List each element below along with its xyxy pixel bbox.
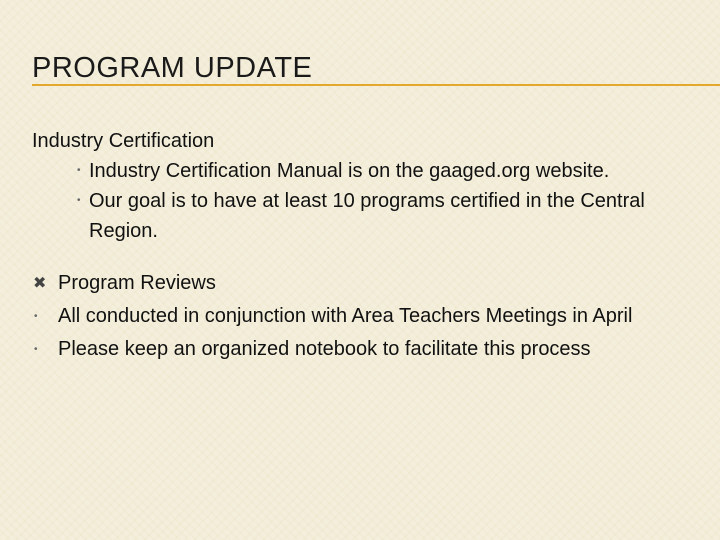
main-bullet-text: Please keep an organized notebook to facilitate this process — [58, 338, 591, 360]
sub-bullet-text: Industry Certification Manual is on the gaaged.org website. — [89, 160, 610, 182]
sub-bullet-item — [77, 156, 702, 186]
main-bullet-item — [33, 270, 702, 297]
title-underline — [32, 84, 720, 86]
section-heading: Industry Certification — [32, 130, 215, 152]
dot-icon: • — [77, 195, 81, 206]
dot-icon: • — [34, 344, 38, 355]
sub-bullet-text: Our goal is to have at least 10 programs certified in the Central Region. — [89, 190, 645, 242]
main-bullet-text: Program Reviews — [58, 272, 216, 294]
sub-bullet-item — [77, 186, 702, 246]
slide-title: PROGRAM UPDATE — [32, 52, 313, 84]
x-mark-icon: ✖ — [33, 275, 47, 292]
dot-icon: • — [34, 311, 38, 322]
main-bullet-text: All conducted in conjunction with Area Teachers Meetings in April — [58, 305, 633, 327]
dot-icon: • — [77, 165, 81, 176]
main-bullet-item — [34, 336, 702, 363]
main-bullet-list — [32, 270, 702, 363]
slide-content — [32, 126, 702, 369]
sub-bullet-list — [32, 156, 702, 246]
main-bullet-item — [34, 303, 702, 330]
